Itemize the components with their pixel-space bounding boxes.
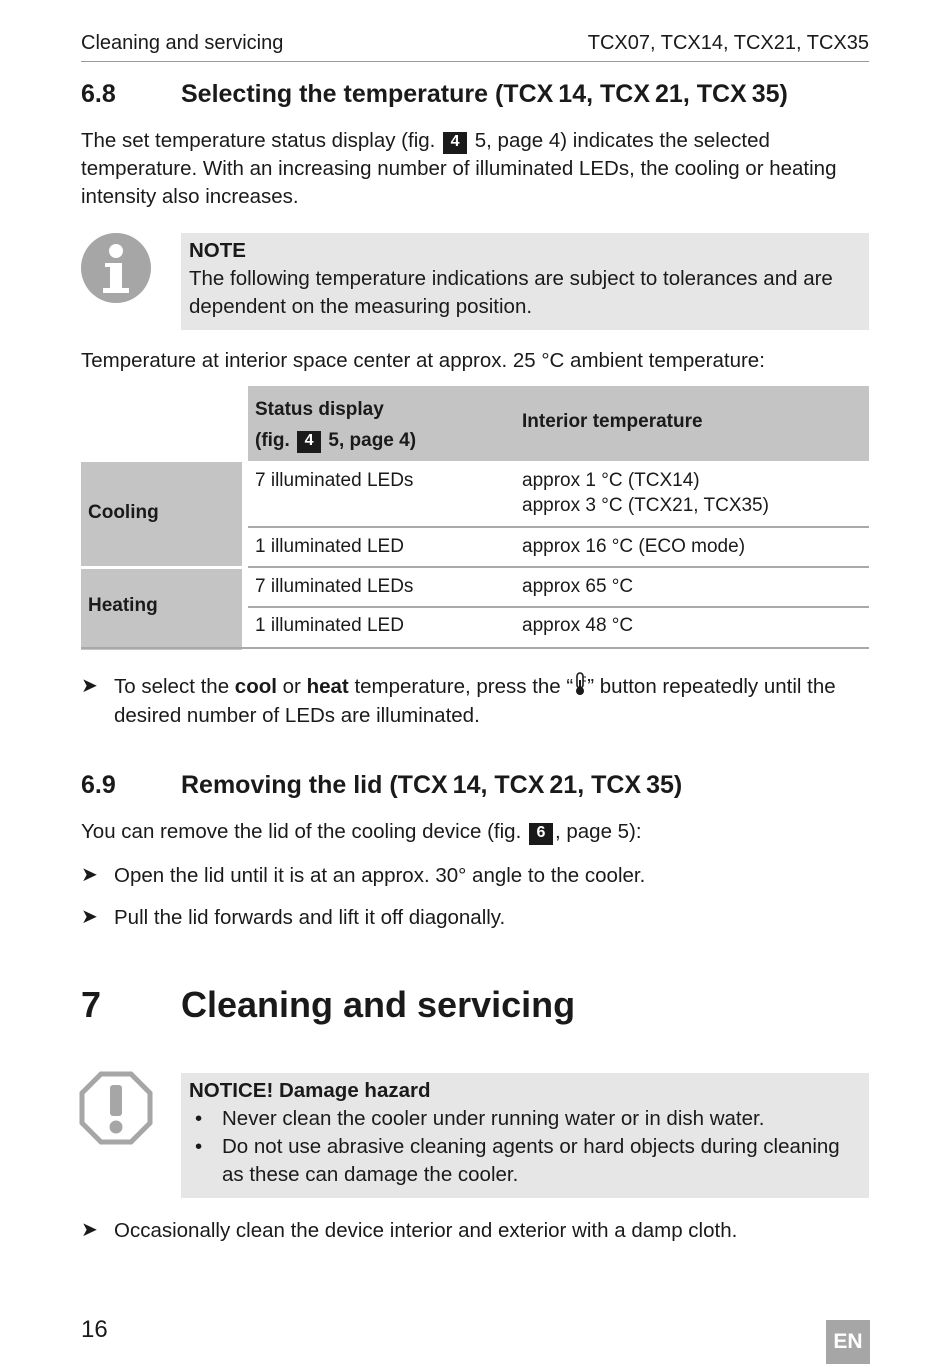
table-cell-status: 7 illuminated LEDs [255,470,414,491]
section-title: Selecting the temperature (TCX 14, TCX 21, TCX 35) [181,80,788,108]
list-item: • Never clean the cooler under running water or in dish water. [195,1107,765,1130]
figure-reference: 4 [297,431,321,453]
arrow-bullet-icon: ➤ [81,675,98,697]
table-divider [248,566,869,568]
table-cell-temperature: approx 1 °C (TCX14) [522,470,700,491]
notice-box [181,1073,869,1198]
table-divider [248,606,869,608]
section-title: Removing the lid (TCX 14, TCX 21, TCX 35) [181,771,683,799]
chapter-number: 7 [81,984,102,1025]
chapter-title: Cleaning and servicing [181,984,576,1025]
running-header [81,30,869,62]
table-cell-temperature: approx 3 °C (TCX21, TCX35) [522,495,769,516]
section-number: 6.8 [81,80,116,108]
arrow-bullet-icon: ➤ [81,864,98,886]
heating-label: Heating [88,595,158,616]
table-divider [248,526,869,528]
table-header-interior-temperature: Interior temperature [522,411,703,432]
table-cell-temperature: approx 65 °C [522,576,634,597]
section-number: 6.9 [81,771,116,799]
notice-icon [79,1071,153,1145]
page-number: 16 [81,1316,108,1343]
figure-reference: 6 [529,823,553,845]
table-caption: Temperature at interior space center at approx. 25 °C ambient temperature: [81,349,765,372]
table-header-status: Status display (fig. 4 5, page 4) [255,399,417,451]
table-cell-status: 1 illuminated LED [255,536,404,557]
language-badge: EN [826,1320,870,1364]
note-text: The following temperature indications are subject to tolerances and are dependent on the measuring position. [189,267,833,318]
table-cell-temperature: approx 16 °C (ECO mode) [522,536,746,557]
notice-list [189,1105,861,1189]
table-cell-status: 7 illuminated LEDs [255,576,414,597]
temperature-table [81,386,869,650]
note-box [181,233,869,330]
cooling-label: Cooling [88,502,159,523]
section-6-8-intro: The set temperature status display (fig. 4 5, page 4) indicates the selected temperature. With an increasing number of illuminated LEDs, the cooling or heating intensity also increases. [81,129,837,208]
figure-reference: 4 [443,132,467,154]
section-6-9-intro: You can remove the lid of the cooling device (fig. 6 , page 5): [81,820,642,843]
note-title: NOTE [189,239,246,262]
thermometer-icon [573,672,587,696]
info-icon [81,233,151,303]
notice-title: NOTICE! Damage hazard [189,1079,431,1102]
arrow-bullet-icon: ➤ [81,906,98,928]
table-bottom-rule [81,647,869,649]
header-models: TCX07, TCX14, TCX21, TCX35 [587,32,869,54]
arrow-bullet-icon: ➤ [81,1219,98,1241]
header-section: Cleaning and servicing [81,32,284,54]
list-item: • Do not use abrasive cleaning agents or hard objects during cleaning as these can damage the cooler. [195,1135,840,1186]
table-cell-status: 1 illuminated LED [255,615,404,636]
table-cell-temperature: approx 48 °C [522,615,634,636]
